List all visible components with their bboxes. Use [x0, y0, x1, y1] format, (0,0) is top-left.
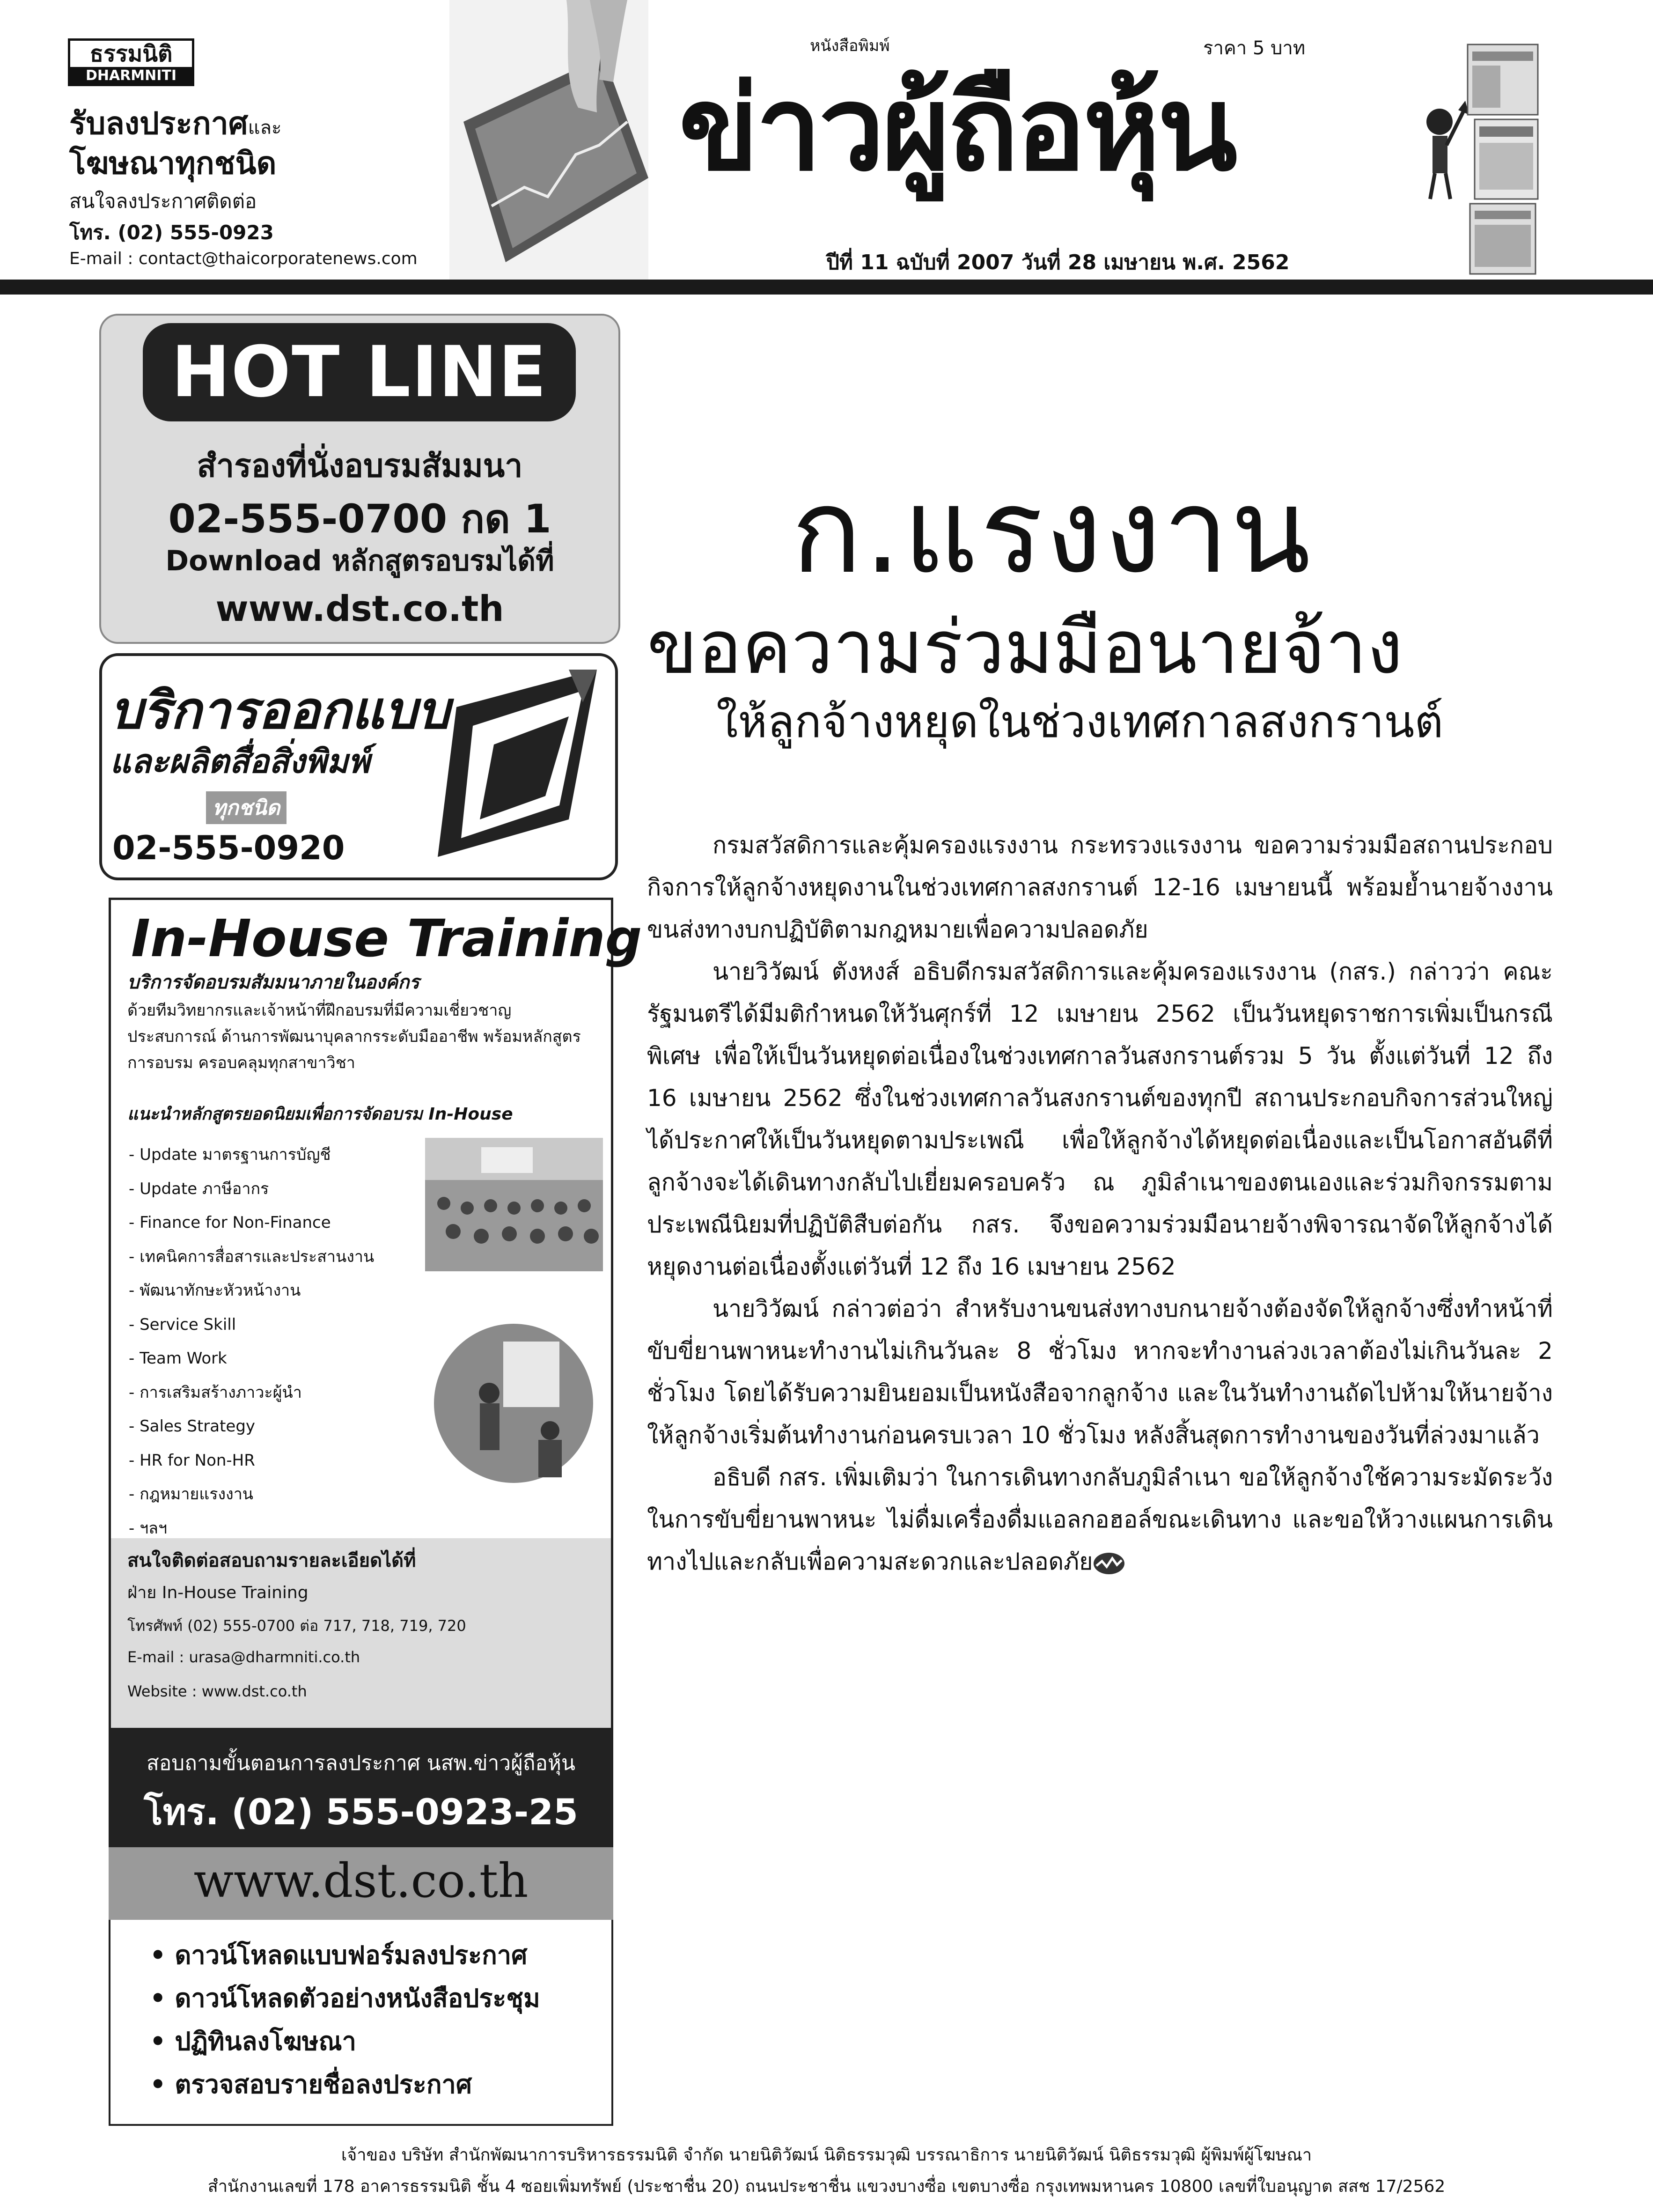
inhouse-subtitle: บริการจัดอบรมสัมมนาภายในองค์กร [127, 972, 419, 993]
course-item: - เทคนิคการสื่อสารและประสานงาน [129, 1247, 375, 1266]
course-item: - Sales Strategy [129, 1417, 256, 1436]
dst-url[interactable]: www.dst.co.th [193, 1853, 529, 1908]
issue-info: ปีที่ 11 ฉบับที่ 2007 วันที่ 28 เมษายน พ.ศ. 2562 [826, 251, 1290, 274]
contact-website[interactable]: Website : www.dst.co.th [127, 1682, 307, 1700]
article-body [647, 824, 1553, 1583]
end-mark-icon [1093, 1552, 1125, 1575]
newspaper-thumbnails [1465, 42, 1540, 276]
design-line2: และผลิตสื่อสิ่งพิมพ์ [110, 742, 370, 781]
article-headline: ก.แรงงาน [791, 463, 1313, 599]
price-label: ราคา 5 บาท [1203, 37, 1306, 59]
article-subhead2: ให้ลูกจ้างหยุดในช่วงเทศกาลสงกรานต์ [716, 696, 1444, 748]
contact-dept: ฝ่าย In-House Training [127, 1583, 309, 1602]
training-session-photo [433, 1323, 595, 1484]
download-item: • ปฏิทินลงโฆษณา [150, 2020, 540, 2063]
contact-phone: โทรศัพท์ (02) 555-0700 ต่อ 717, 718, 719, 720 [127, 1617, 466, 1635]
inhouse-title: In-House Training [131, 908, 642, 968]
download-item: • ตรวจสอบรายชื่อลงประกาศ [150, 2063, 540, 2106]
course-item: - Update ภาษีอากร [129, 1179, 269, 1198]
course-item: - Team Work [129, 1349, 227, 1368]
course-item: - การเสริมสร้างภาวะผู้นำ [129, 1383, 302, 1402]
course-item: - HR for Non-HR [129, 1451, 255, 1470]
article-paragraph: นายวิวัฒน์ ตังหงส์ อธิบดีกรมสวัสดิการและคุ้มครองแรงงาน (กสร.) กล่าวว่า คณะรัฐมนตรีได้มีมติกำหนดให้วันศุกร์ที่ 12 เมษายน 2562 เป็นวันหยุดราชการเพิ่มเป็นกรณีพิเศษ เพื่อให้เป็นวันหยุดต่อเนื่องในช่วงเทศกาลวันสงกรานต์รวม 5 วัน ตั้งแต่วันที่ 12 ถึง 16 เมษายน 2562 ซึ่งในช่วงเทศกาลวันสงกรานต์ของทุกปี สถานประกอบกิจการส่วนใหญ่ได้ประกาศให้เป็นวันหยุดตามประเพณี เพื่อให้ลูกจ้างได้หยุดต่อเนื่องและเป็นโอกาสอันดีที่ลูกจ้างจะได้เดินทางกลับไปเยี่ยมครอบครัว ณ ภูมิลำเนาของตนเองและร่วมกิจกรรมตามประเพณีนิยมที่ปฏิบัติสืบต่อกัน กสร. จึงขอความร่วมมือนายจ้างพิจารณาจัดให้ลูกจ้างได้หยุดงานต่อเนื่องตั้งแต่วันที่ 12 ถึง 16 เมษายน 2562 [647, 958, 1553, 1280]
tablet-hand-photo [449, 0, 648, 281]
seminar-room-photo [425, 1138, 603, 1271]
bull-mascot-icon [1418, 94, 1470, 201]
promo-line3: สนใจลงประกาศติดต่อ [69, 190, 257, 213]
masthead-title: ข่าวผู้ถือหุ้น [679, 60, 1235, 197]
folded-page-icon [428, 665, 606, 862]
hotline-line1: สำรองที่นั่งอบรมสัมมนา [197, 448, 523, 485]
hotline-line3: Download หลักสูตรอบรมได้ที่ [165, 545, 554, 577]
article-paragraph: อธิบดี กสร. เพิ่มเติมว่า ในการเดินทางกลับภูมิลำเนา ขอให้ลูกจ้างใช้ความระมัดระวังในการขับขี่ยานพาหนะ ไม่ดื่มเครื่องดื่มแอลกอฮอล์ขณะเดินทาง และขอให้วางแผนการเดินทางไปและกลับเพื่อความสะดวกและปลอดภัย [647, 1464, 1553, 1575]
course-item: - กฎหมายแรงงาน [129, 1485, 254, 1504]
brand-eng: DHARMNITI [70, 67, 192, 85]
article-paragraph: นายวิวัฒน์ กล่าวต่อว่า สำหรับงานขนส่งทางบกนายจ้างต้องจัดให้ลูกจ้างซึ่งทำหน้าที่ขับขี่ยานพาหนะทำงานไม่เกินวันละ 8 ชั่วโมง หากจะทำงานล่วงเวลาต้องไม่เกินวันละ 2 ชั่วโมง โดยได้รับความยินยอมเป็นหนังสือจากลูกจ้าง และในวันทำงานถัดไปห้ามให้นายจ้างให้ลูกจ้างเริ่มต้นทำงานก่อนครบเวลา 10 ชั่วโมง หลังสิ้นสุดการทำงานของวันที่ล่วงมาแล้ว [647, 1295, 1553, 1449]
hotline-url[interactable]: www.dst.co.th [215, 588, 504, 629]
brand-thai: ธรรมนิติ [89, 41, 173, 67]
contact-title: สนใจติดต่อสอบถามรายละเอียดได้ที่ [127, 1550, 416, 1571]
course-item: - Finance for Non-Finance [129, 1213, 331, 1232]
newspaper-label: หนังสือพิมพ์ [810, 37, 890, 55]
course-item: - พัฒนาทักษะหัวหน้างาน [129, 1281, 301, 1300]
inhouse-recommend: แนะนำหลักสูตรยอดนิยมเพื่อการจัดอบรม In-House [127, 1105, 513, 1124]
hotline-phone: 02-555-0700 กด 1 [168, 496, 551, 542]
ask-phone: โทร. (02) 555-0923-25 [144, 1791, 578, 1833]
contact-email[interactable]: E-mail : urasa@dharmniti.co.th [127, 1648, 360, 1666]
design-line3: ทุกชนิด [206, 791, 287, 824]
dharmniti-logo [68, 38, 194, 86]
course-item: - Service Skill [129, 1315, 236, 1334]
promo-phone: โทร. (02) 555-0923 [69, 221, 274, 244]
promo-line2: โฆษณาทุกชนิด [69, 145, 277, 181]
promo-email: E-mail : contact@thaicorporatenews.com [69, 249, 418, 268]
course-list [129, 1138, 391, 1545]
hotline-title: HOT LINE [143, 323, 576, 421]
ask-line1: สอบถามขั้นตอนการลงประกาศ นสพ.ข่าวผู้ถือหุ้น [146, 1751, 576, 1775]
footer-owner: เจ้าของ บริษัท สำนักพัฒนาการบริหารธรรมนิติ จำกัด นายนิติวัฒน์ นิติธรรมวุฒิ บรรณาธิการ นายนิติวัฒน์ นิติธรรมวุฒิ ผู้พิมพ์ผู้โฆษณา [341, 2146, 1312, 2165]
download-item: • ดาวน์โหลดแบบฟอร์มลงประกาศ [150, 1934, 540, 1977]
article-paragraph: กรมสวัสดิการและคุ้มครองแรงงาน กระทรวงแรงงาน ขอความร่วมมือสถานประกอบกิจการให้ลูกจ้างหยุดงานในช่วงเทศกาลสงกรานต์ 12-16 เมษายนนี้ พร้อมย้ำนายจ้างงานขนส่งทางบกปฏิบัติตามกฎหมายเพื่อความปลอดภัย [647, 832, 1553, 943]
course-item: - ฯลฯ [129, 1519, 168, 1538]
promo-line1: รับลงประกาศและ [69, 105, 282, 141]
design-line1: บริการออกแบบ [110, 680, 450, 740]
download-item: • ดาวน์โหลดตัวอย่างหนังสือประชุม [150, 1977, 540, 2020]
inhouse-description: ด้วยทีมวิทยากรและเจ้าหน้าที่ฝึกอบรมที่มีความเชี่ยวชาญประสบการณ์ ด้านการพัฒนาบุคลากรระดับมืออาชีพ พร้อมหลักสูตรการอบรม ครอบคลุมทุกสาขาวิชา [127, 1001, 581, 1072]
footer-address: สำนักงานเลขที่ 178 อาคารธรรมนิติ ชั้น 4 ซอยเพิ่มทรัพย์ (ประชาชื่น 20) ถนนประชาชื่น แขวงบางซื่อ เขตบางซื่อ กรุงเทพมหานคร 10800 เลขที่ใบอนุญาต สสช 17/2562 [207, 2177, 1446, 2196]
course-item: - Update มาตรฐานการบัญชี [129, 1145, 331, 1164]
design-phone: 02-555-0920 [112, 829, 345, 867]
article-subhead: ขอความร่วมมือนายจ้าง [647, 605, 1403, 691]
download-list [150, 1934, 540, 2106]
header-rule [0, 280, 1653, 295]
